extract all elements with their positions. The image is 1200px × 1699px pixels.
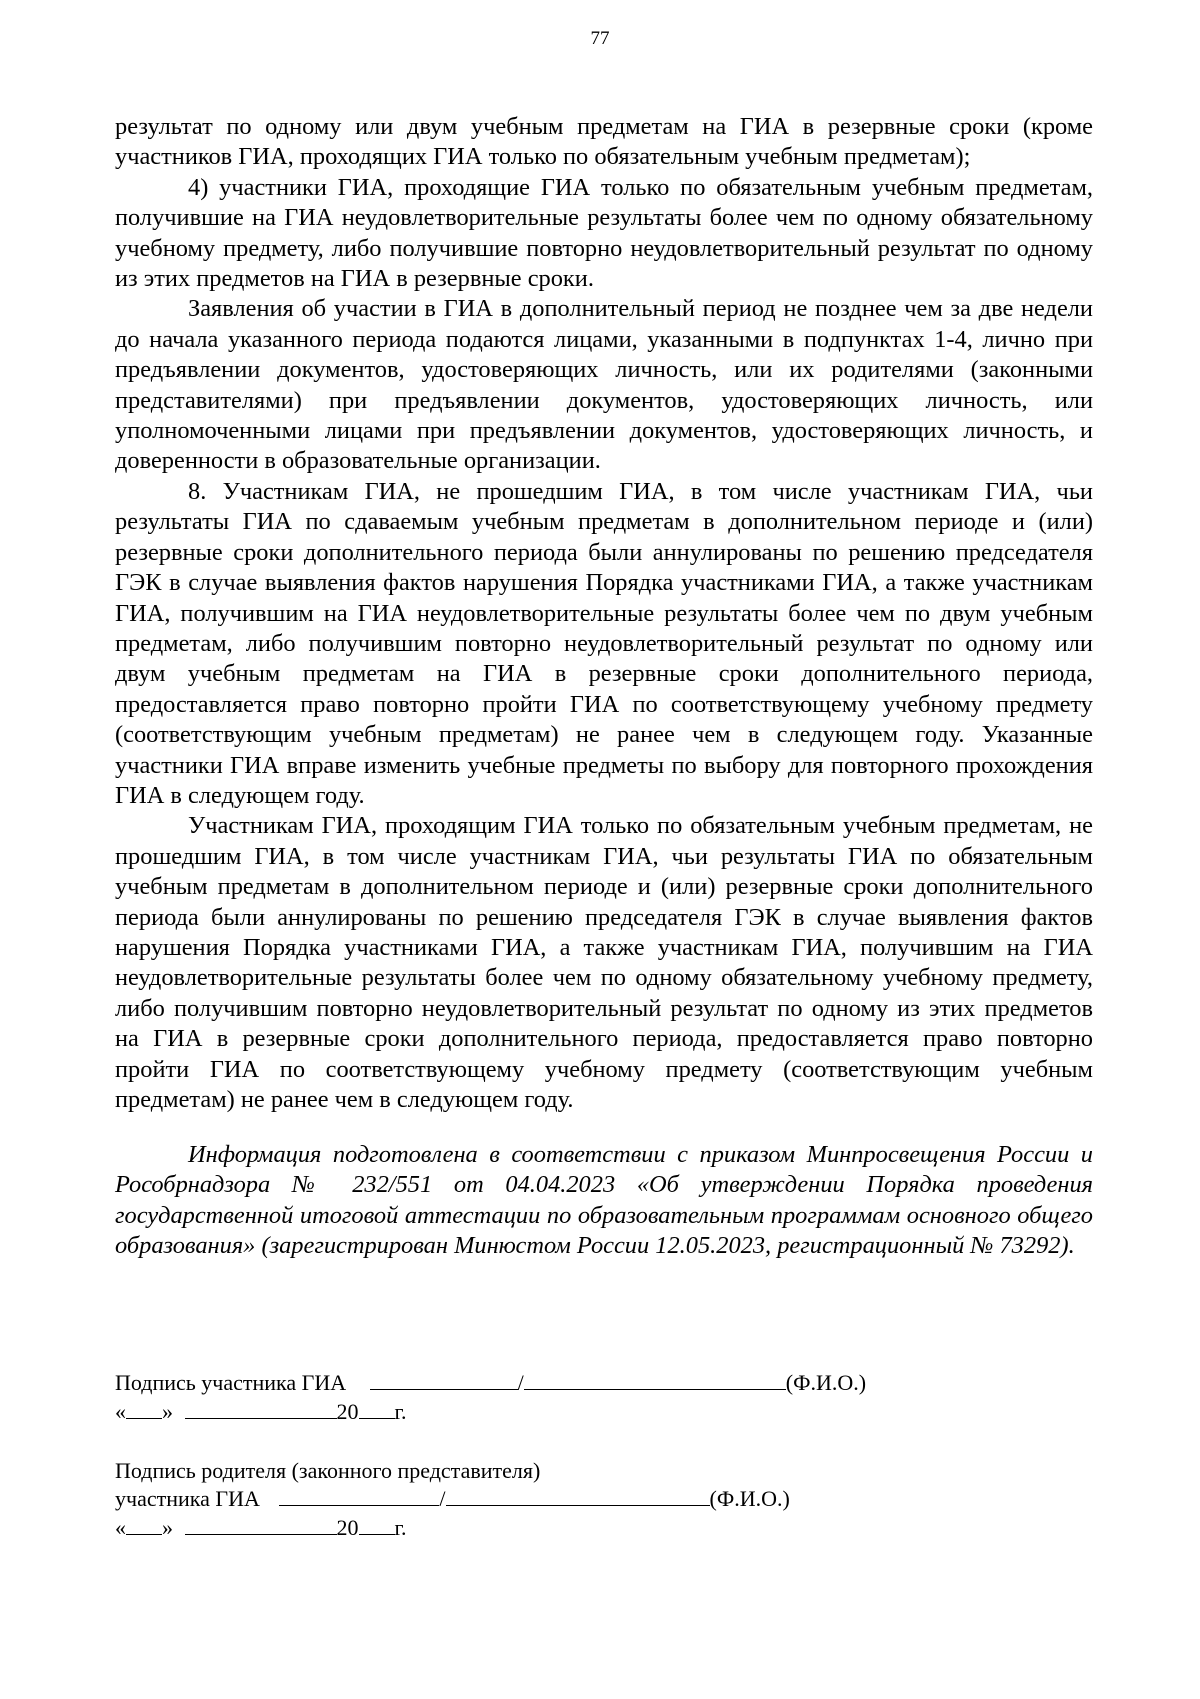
paragraph-item-4: 4) участники ГИА, проходящие ГИА только по обязательным учебным предметам, получившие на ГИА неудовлетворительные результаты более чем по одному обязательному учебному предмету, либо получившие повторно неудовлетворительный результат по одному из этих предметов на ГИА в резервные сроки. (115, 173, 1093, 293)
year-prefix: 20 (336, 1399, 359, 1424)
quote-close: » (162, 1399, 173, 1424)
page-number: 77 (590, 28, 610, 49)
participant-date-line (115, 1398, 407, 1426)
parent-signature-label: Подпись родителя (законного представителя) (115, 1458, 541, 1483)
parent-signature-line (115, 1485, 790, 1513)
quote-close: » (162, 1515, 173, 1540)
parent-month-field[interactable] (185, 1514, 337, 1535)
fio-label: (Ф.И.О.) (709, 1486, 790, 1511)
quote-open: « (115, 1399, 126, 1424)
info-note: Информация подготовлена в соответствии с приказом Минпросвещения России и Рособрнадзора № 232/551 от 04.04.2023 «Об утверждении Порядка проведения государственной итоговой аттестации по образовательным программам основного общего образования» (зарегистрирован Минюстом России 12.05.2023, регистрационный № 73292). (115, 1141, 1093, 1260)
signature-slash: / (517, 1370, 524, 1395)
parent-fio-field[interactable] (446, 1485, 710, 1506)
participant-year-field[interactable] (359, 1398, 395, 1419)
paragraph-applications: Заявления об участии в ГИА в дополнительный период не позднее чем за две недели до начала указанного периода подаются лицами, указанными в подпунктах 1-4, лично при предъявлении документов, удостоверяющих личность, или их родителями (законными представителями) при предъявлении документов, удостоверяющих личность, или уполномоченными лицами при предъявлении документов, удостоверяющих личность, и доверенности в образовательные организации. (115, 295, 1093, 475)
parent-date-line (115, 1514, 407, 1542)
fio-label: (Ф.И.О.) (785, 1370, 867, 1395)
quote-open: « (115, 1515, 126, 1540)
participant-signature-line (115, 1369, 866, 1397)
parent-signature-label-line (115, 1457, 540, 1485)
parent-participant-label: участника ГИА (115, 1486, 260, 1511)
year-prefix: 20 (336, 1515, 359, 1540)
paragraph-continuation: результат по одному или двум учебным предметам на ГИА в резервные сроки (кроме участников ГИА, проходящих ГИА только по обязательным учебным предметам); (115, 113, 1093, 171)
parent-year-field[interactable] (359, 1514, 395, 1535)
participant-fio-field[interactable] (524, 1369, 786, 1390)
paragraph-item-8: 8. Участникам ГИА, не прошедшим ГИА, в том числе участникам ГИА, чьи результаты ГИА по сдаваемым учебным предметам в дополнительном периоде и (или) резервные сроки дополнительного периода были аннулированы по решению председателя ГЭК в случае выявления фактов нарушения Порядка участниками ГИА, а также участникам ГИА, получившим на ГИА неудовлетворительные результаты более чем по двум учебным предметам, либо получившим повторно неудовлетворительный результат по одному или двум учебным предметам на ГИА в резервные сроки дополнительного периода, предоставляется право повторно пройти ГИА по соответствующему учебному предмету (соответствующим учебным предметам) не ранее чем в следующем году. Указанные участники ГИА вправе изменить учебные предметы по выбору для повторного прохождения ГИА в следующем году. (115, 477, 1093, 809)
participant-day-field[interactable] (126, 1398, 162, 1419)
participant-signature-label: Подпись участника ГИА (115, 1370, 347, 1395)
participant-signature-field[interactable] (370, 1369, 518, 1390)
year-suffix: г. (394, 1515, 407, 1540)
body-text (115, 112, 1093, 1115)
year-suffix: г. (394, 1399, 407, 1424)
parent-day-field[interactable] (126, 1514, 162, 1535)
paragraph-mandatory-subjects: Участникам ГИА, проходящим ГИА только по обязательным учебным предметам, не прошедшим ГИА, в том числе участникам ГИА, чьи результаты ГИА по обязательным учебным предметам в дополнительном периоде и (или) резервные сроки дополнительного периода были аннулированы по решению председателя ГЭК в случае выявления фактов нарушения Порядка участниками ГИА, а также участникам ГИА, получившим на ГИА неудовлетворительные результаты более чем по одному обязательному учебному предмету, либо получившим повторно неудовлетворительный результат по одному из этих предметов на ГИА в резервные сроки дополнительного периода, предоставляется право повторно пройти ГИА по соответствующему учебному предмету (соответствующим учебным предметам) не ранее чем в следующем году. (115, 812, 1093, 1113)
signature-slash: / (439, 1486, 446, 1511)
participant-month-field[interactable] (185, 1398, 337, 1419)
parent-signature-field[interactable] (279, 1485, 439, 1506)
